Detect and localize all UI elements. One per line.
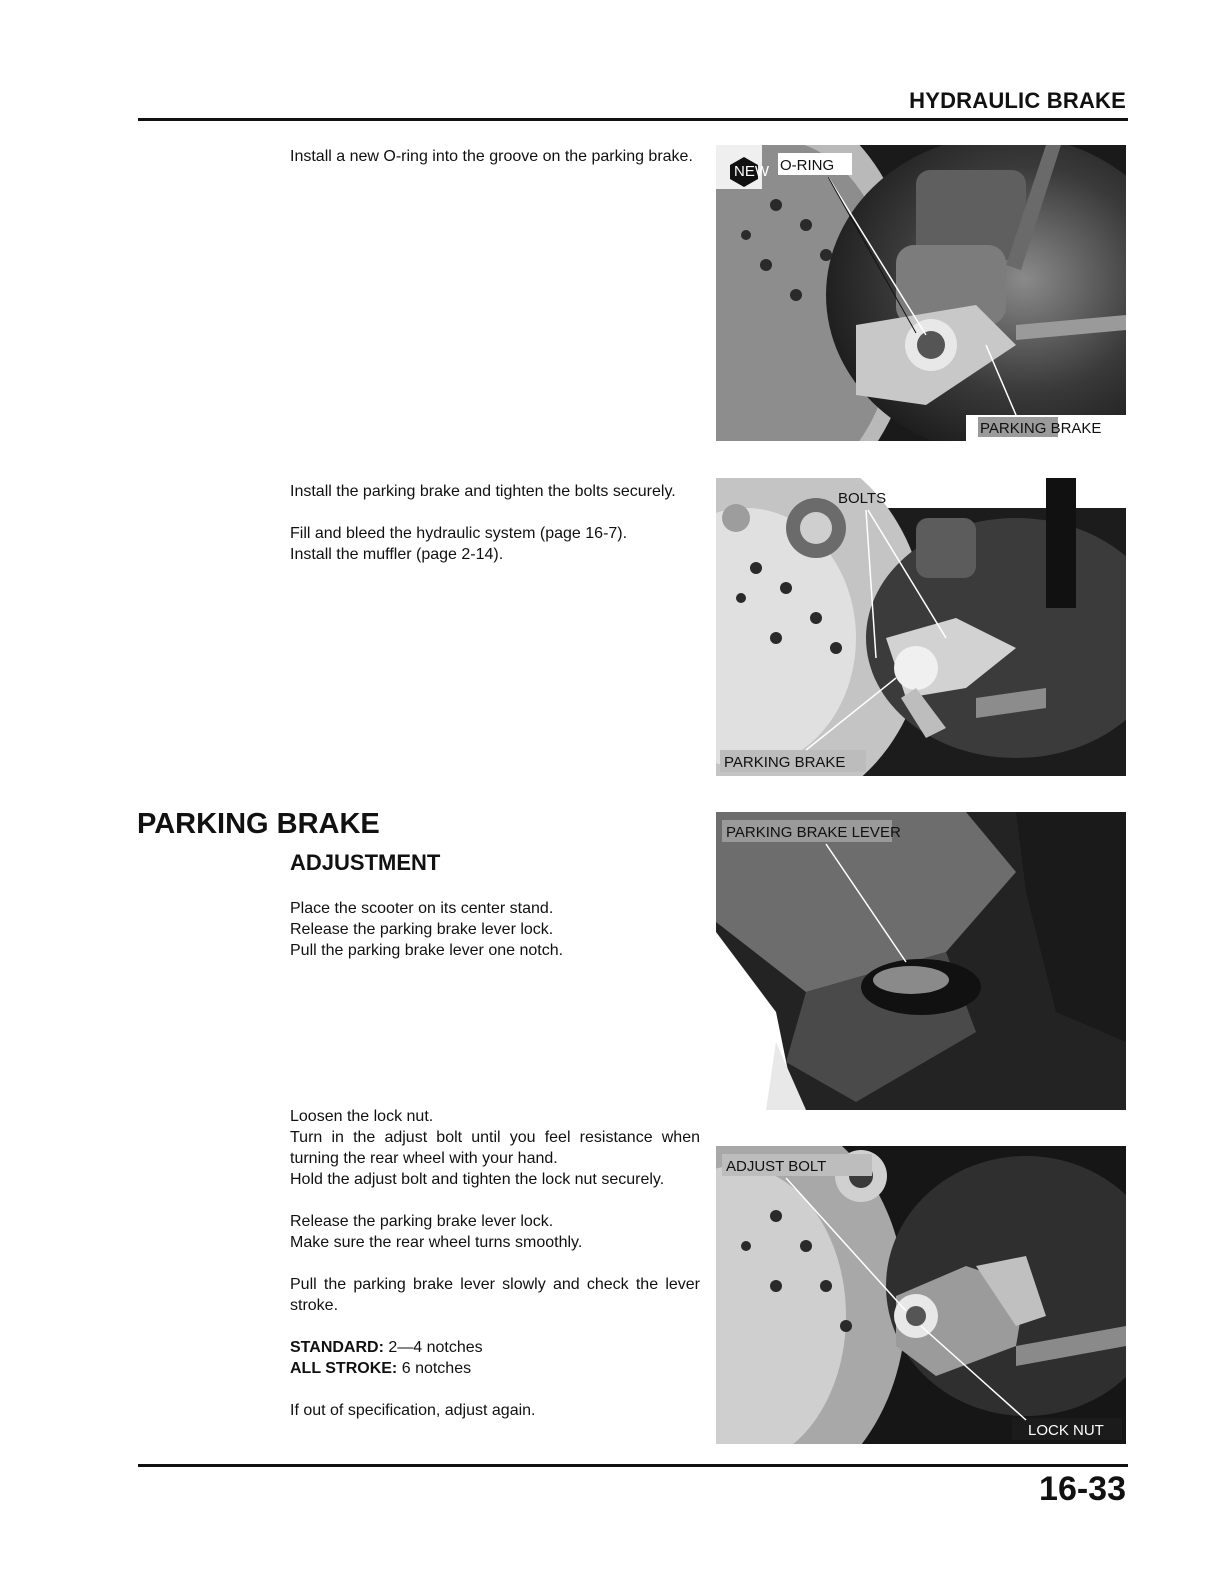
page-header-title: HYDRAULIC BRAKE — [909, 88, 1126, 113]
instruction-release-lock-2: Release the parking brake lever lock. — [290, 1213, 554, 1230]
instruction-oring: Install a new O-ring into the groove on the parking brake. — [290, 148, 693, 165]
text-block-adjust-steps — [290, 1106, 700, 1421]
photo-oring — [716, 145, 1126, 441]
spec-standard — [290, 1337, 700, 1358]
spec-standard-value: 2—4 notches — [388, 1339, 483, 1356]
instruction-bleed: Fill and bleed the hydraulic system (page 16-7). — [290, 525, 628, 542]
footer-rule — [138, 1464, 1128, 1467]
label-adjust-bolt: ADJUST BOLT — [726, 1158, 827, 1175]
spec-allstroke — [290, 1358, 700, 1379]
spec-allstroke-label: ALL STROKE: — [290, 1360, 398, 1377]
instruction-loosen-nut: Loosen the lock nut. — [290, 1108, 434, 1125]
instruction-turn-bolt: Turn in the adjust bolt until you feel resistance when turning the rear wheel with your hand. — [290, 1129, 700, 1167]
spec-standard-label: STANDARD: — [290, 1339, 384, 1356]
label-parking-brake-2: PARKING BRAKE — [724, 754, 846, 771]
photo-lever — [716, 812, 1126, 1110]
text-block-oring — [290, 146, 700, 167]
instruction-release-lock: Release the parking brake lever lock. — [290, 921, 554, 938]
text-block-install — [290, 481, 700, 565]
header-rule — [138, 118, 1128, 121]
photo-lever-illustration — [716, 812, 1126, 1110]
label-parking-brake-lever: PARKING BRAKE LEVER — [726, 824, 901, 841]
photo-oring-illustration — [716, 145, 1126, 441]
label-oring: O-RING — [780, 157, 835, 174]
photo-bolts-illustration — [716, 478, 1126, 776]
instruction-check-wheel: Make sure the rear wheel turns smoothly. — [290, 1234, 583, 1251]
instruction-muffler: Install the muffler (page 2-14). — [290, 546, 504, 563]
label-lock-nut: LOCK NUT — [1028, 1422, 1104, 1439]
new-badge: NEW — [734, 163, 769, 180]
instruction-adjust-again: If out of specification, adjust again. — [290, 1402, 536, 1419]
photo-adjust-illustration — [716, 1146, 1126, 1444]
section-subtitle: ADJUSTMENT — [290, 850, 441, 875]
spec-allstroke-value: 6 notches — [401, 1360, 472, 1377]
label-bolts: BOLTS — [838, 490, 887, 507]
page-number: 16-33 — [1039, 1470, 1126, 1508]
text-block-adjust-prep — [290, 898, 700, 961]
instruction-check-stroke: Pull the parking brake lever slowly and check the lever stroke. — [290, 1276, 700, 1314]
photo-bolts — [716, 478, 1126, 776]
instruction-install-brake: Install the parking brake and tighten the bolts securely. — [290, 483, 676, 500]
label-parking-brake-1: PARKING BRAKE — [980, 420, 1102, 437]
section-title: PARKING BRAKE — [137, 808, 380, 840]
instruction-hold-tighten: Hold the adjust bolt and tighten the lock nut securely. — [290, 1171, 665, 1188]
instruction-pull-notch: Pull the parking brake lever one notch. — [290, 942, 564, 959]
photo-adjust-bolt — [716, 1146, 1126, 1444]
instruction-center-stand: Place the scooter on its center stand. — [290, 900, 554, 917]
